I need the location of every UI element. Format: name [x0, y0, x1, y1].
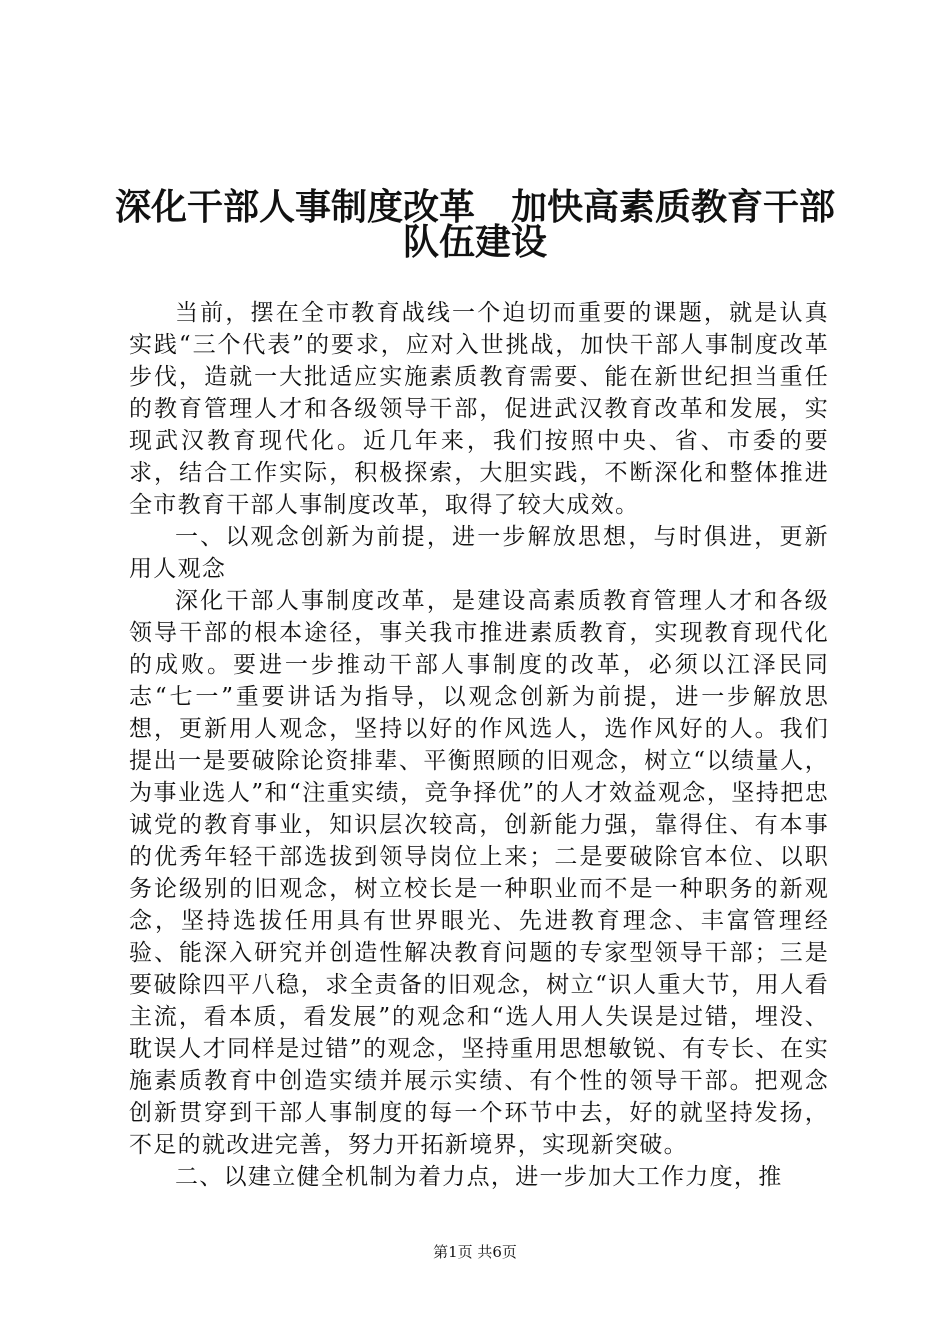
page-footer: 第1页 共6页 [433, 1243, 517, 1261]
paragraph-intro: 当前，摆在全市教育战线一个迫切而重要的课题，就是认真实践“三个代表”的要求，应对入世挑战，加快干部人事制度改革步伐，造就一大批适应实施素质教育需要、能在新世纪担当重任的教育管理人才和各级领导干部，促进武汉教育改革和发展，实现武汉教育现代化。近几年来，我们按照中央、省、市委的要求，结合工作实际，积极探索，大胆实践，不断深化和整体推进全市教育干部人事制度改革，取得了较大成效。 [129, 300, 829, 518]
document-title-line-2: 队伍建设 [402, 222, 547, 263]
paragraph-section-1: 深化干部人事制度改革，是建设高素质教育管理人才和各级领导干部的根本途径，事关我市推进素质教育，实现教育现代化的成败。要进一步推动干部人事制度的改革，必须以江泽民同志“七一”重要讲话为指导，以观念创新为前提，进一步解放思想，更新用人观念，坚持以好的作风选人，选作风好的人。我们提出一是要破除论资排辈、平衡照顾的旧观念，树立“以绩量人，为事业选人”和“注重实绩，竞争择优”的人才效益观念，坚持把忠诚党的教育事业，知识层次较高，创新能力强，靠得住、有本事的优秀年轻干部选拔到领导岗位上来；二是要破除官本位、以职务论级别的旧观念，树立校长是一种职业而不是一种职务的新观念，坚持选拔任用具有世界眼光、先进教育理念、丰富管理经验、能深入研究并创造性解决教育问题的专家型领导干部；三是要破除四平八稳，求全责备的旧观念，树立“识人重大节，用人看主流，看本质，看发展”的观念和“选人用人失误是过错，埋没、耽误人才同样是过错”的观念，坚持重用思想敏锐、有专长、在实施素质教育中创造实绩并展示实绩、有个性的领导干部。把观念创新贯穿到干部人事制度的每一个环节中去，好的就坚持发扬，不足的就改进完善，努力开拓新境界，实现新突破。 [129, 588, 829, 1158]
document-title-line-1: 深化干部人事制度改革 加快高素质教育干部 [114, 187, 835, 228]
section-heading-2: 二、以建立健全机制为着力点，进一步加大工作力度，推 [175, 1164, 783, 1190]
section-heading-1: 一、以观念创新为前提，进一步解放思想，与时俱进，更新用人观念 [129, 524, 829, 582]
document-body [129, 297, 829, 1193]
